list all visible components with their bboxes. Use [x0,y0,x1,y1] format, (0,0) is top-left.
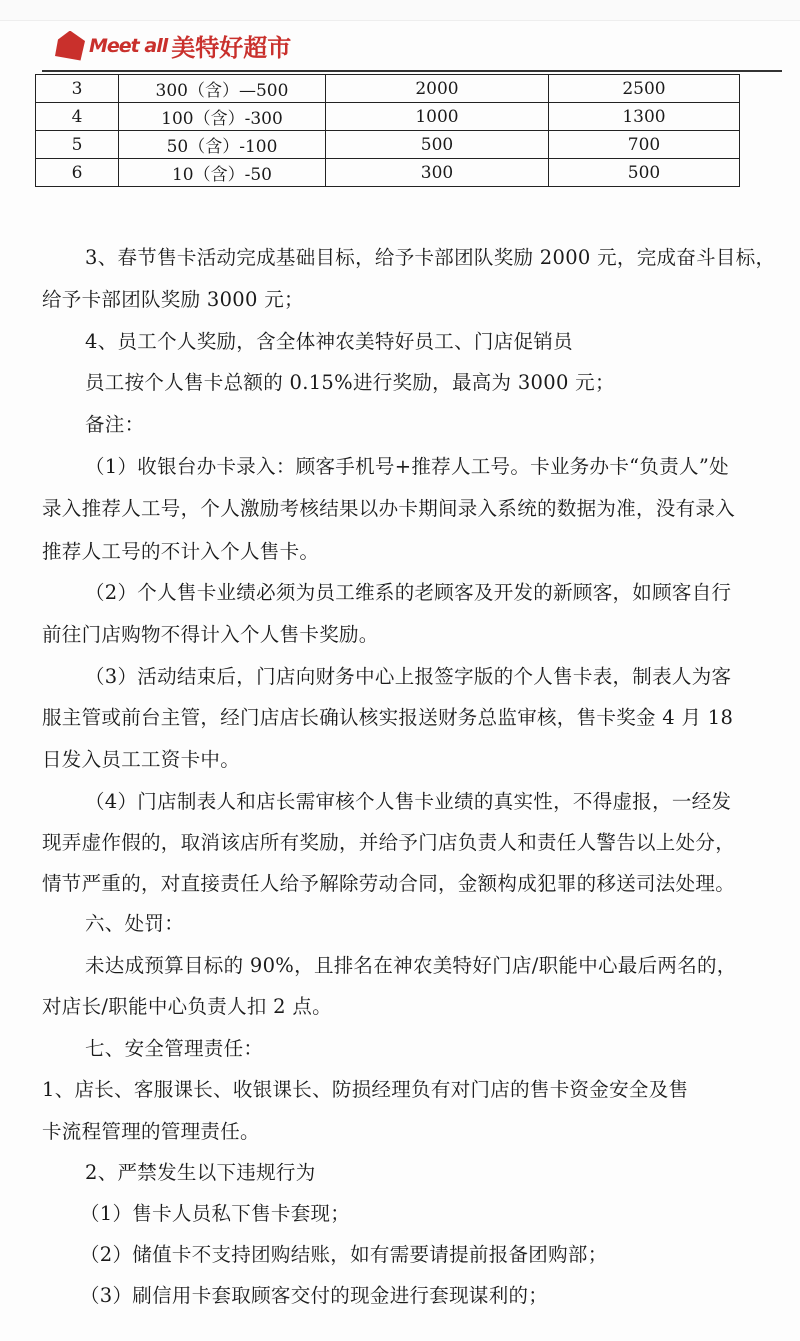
logo-mark-icon [55,31,85,61]
table-row [36,75,740,103]
text-line: 推荐人工号的不计入个人售卡。 [42,540,320,563]
logo-en: Meet all [89,34,168,57]
table-cell: 700 [549,131,740,159]
table-cell: 1000 [326,103,549,131]
text-line: （2）个人售卡业绩必须为员工维系的老顾客及开发的新顾客，如顾客自行 [85,581,732,604]
table-cell: 10（含）-50 [119,159,326,187]
text-line: 员工按个人售卡总额的 0.15%进行奖励，最高为 3000 元； [85,371,615,394]
text-line: （3）刷信用卡套取顾客交付的现金进行套现谋利的； [80,1284,549,1307]
text-line: 六、处罚： [85,912,185,935]
text-line: （3）活动结束后，门店向财务中心上报签字版的个人售卡表，制表人为客 [85,665,732,688]
header-rule [42,70,782,72]
text-line: （4）门店制表人和店长需审核个人售卡业绩的真实性，不得虚报，一经发 [85,790,732,813]
table-row [36,159,740,187]
text-line: 对店长/职能中心负责人扣 2 点。 [42,995,332,1018]
text-line: 给予卡部团队奖励 3000 元； [42,288,304,311]
table-cell: 1300 [549,103,740,131]
text-line: 备注： [85,413,145,436]
text-line: 4、员工个人奖励，含全体神农美特好员工、门店促销员 [85,330,573,353]
text-line: 录入推荐人工号，个人激励考核结果以办卡期间录入系统的数据为准，没有录入 [42,497,736,520]
table-row [36,131,740,159]
table-cell: 2500 [549,75,740,103]
text-line: 2、严禁发生以下违规行为 [85,1161,316,1184]
text-line: 卡流程管理的管理责任。 [42,1120,260,1143]
text-line: 未达成预算目标的 90%，且排名在神农美特好门店/职能中心最后两名的， [85,954,737,977]
text-line: 情节严重的，对直接责任人给予解除劳动合同，金额构成犯罪的移送司法处理。 [42,872,736,895]
text-line: （2）储值卡不支持团购结账，如有需要请提前报备团购部； [80,1243,608,1266]
text-line: 3、春节售卡活动完成基础目标，给予卡部团队奖励 2000 元，完成奋斗目标， [85,246,776,269]
table-cell: 50（含）-100 [119,131,326,159]
logo [55,28,291,63]
table-cell: 5 [36,131,119,159]
table-cell: 3 [36,75,119,103]
table-cell: 2000 [326,75,549,103]
text-line: 现弄虚作假的，取消该店所有奖励，并给予门店负责人和责任人警告以上处分， [42,831,736,854]
text-line: （1）收银台办卡录入：顾客手机号+推荐人工号。卡业务办卡“负责人”处 [85,455,729,478]
top-bar [0,0,800,21]
table-cell: 500 [326,131,549,159]
table-cell: 6 [36,159,119,187]
text-line: 七、安全管理责任： [85,1037,264,1060]
text-line: 服主管或前台主管，经门店店长确认核实报送财务总监审核，售卡奖金 4 月 18 [42,706,734,729]
table-cell: 300 [326,159,549,187]
text-line: 日发入员工工资卡中。 [42,748,241,771]
text-line: 前往门店购物不得计入个人售卡奖励。 [42,623,379,646]
table-cell: 300（含）—500 [119,75,326,103]
logo-cn: 美特好超市 [171,34,292,62]
table-cell: 4 [36,103,119,131]
table-cell: 500 [549,159,740,187]
text-line: 1、店长、客服课长、收银课长、防损经理负有对门店的售卡资金安全及售 [42,1078,689,1101]
table-row [36,103,740,131]
reward-table [35,74,740,187]
text-line: （1）售卡人员私下售卡套现； [80,1202,351,1225]
table-cell: 100（含）-300 [119,103,326,131]
